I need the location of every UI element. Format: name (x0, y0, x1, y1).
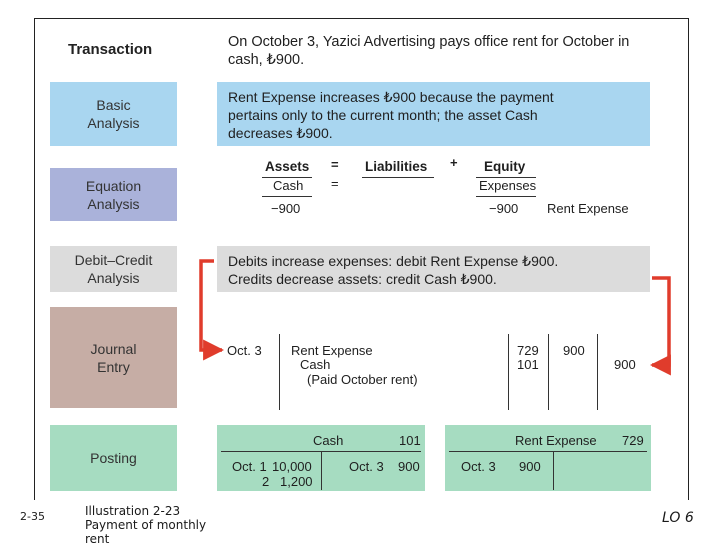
journal-credit-amount: 900 (614, 357, 636, 372)
equation-liabilities-heading: Liabilities (365, 159, 428, 174)
journal-debit-ref: 729 (517, 343, 539, 358)
equation-equals: = (331, 157, 339, 172)
journal-entry-label-line2: Entry (97, 358, 130, 375)
cash-debit-row1-amount: 10,000 (272, 459, 312, 474)
equation-equals-2: = (331, 176, 339, 191)
journal-entry-label-line1: Journal (90, 340, 137, 357)
rent-debit-date: Oct. 3 (461, 459, 496, 474)
journal-credit-account: Cash (300, 357, 331, 372)
basic-analysis-line1: Rent Expense increases ₺900 because the payment (228, 89, 554, 105)
basic-analysis-label-line2: Analysis (87, 115, 140, 131)
debit-credit-line1: Debits increase expenses: debit Rent Expense ₺900. (228, 253, 559, 269)
credit-to-journal-arrow (652, 278, 669, 365)
equation-analysis-label-line1: Equation (85, 177, 142, 194)
equation-plus: + (450, 155, 458, 170)
debit-credit-line2: Credits decrease assets: credit Cash ₺900. (228, 271, 497, 287)
journal-debit-account: Rent Expense (291, 343, 373, 358)
cash-credit-date: Oct. 3 (349, 459, 384, 474)
equation-cash: Cash (273, 178, 304, 193)
cash-debit-row2-amount: 1,200 (280, 474, 313, 489)
basic-analysis-line3: decreases ₺900. (228, 125, 333, 141)
cash-debit-row1-date: Oct. 1 (232, 459, 267, 474)
equation-assets-heading: Assets (265, 159, 310, 174)
debit-credit-label-line2: Analysis (87, 270, 140, 286)
cash-account-number: 101 (399, 433, 421, 448)
journal-date: Oct. 3 (227, 343, 262, 358)
equation-rent-expense-note: Rent Expense (547, 201, 629, 216)
caption-title: Illustration 2-23 (85, 504, 181, 518)
equation-cash-change: −900 (271, 201, 301, 216)
transaction-text-line2: cash, ₺900. (228, 52, 305, 68)
basic-analysis-label-line1: Basic (96, 97, 131, 113)
equation-expenses: Expenses (479, 178, 537, 193)
equation-expense-change: −900 (489, 201, 519, 216)
caption-line2: rent (85, 532, 110, 546)
rent-debit-amount: 900 (519, 459, 541, 474)
debit-to-journal-arrow (201, 261, 222, 350)
learning-objective: LO 6 (662, 510, 694, 526)
journal-explanation: (Paid October rent) (307, 372, 418, 387)
transaction-text-line1: On October 3, Yazici Advertising pays office rent for October in (228, 34, 630, 50)
transaction-label: Transaction (68, 41, 153, 58)
cash-account-name: Cash (313, 433, 344, 448)
posting-label-text: Posting (90, 450, 137, 466)
equation-equity-heading: Equity (484, 159, 526, 174)
cash-debit-row2-date: 2 (262, 474, 270, 489)
equation-analysis-label-line2: Analysis (87, 195, 140, 212)
slide-number: 2-35 (20, 510, 45, 523)
journal-credit-ref: 101 (517, 357, 539, 372)
rent-account-name: Rent Expense (515, 433, 597, 448)
debit-credit-label-line1: Debit–Credit (74, 252, 153, 268)
journal-debit-amount: 900 (563, 343, 585, 358)
cash-credit-amount: 900 (398, 459, 420, 474)
rent-account-number: 729 (622, 433, 644, 448)
caption-line1: Payment of monthly (85, 518, 207, 532)
basic-analysis-line2: pertains only to the current month; the asset Cash (228, 107, 538, 123)
